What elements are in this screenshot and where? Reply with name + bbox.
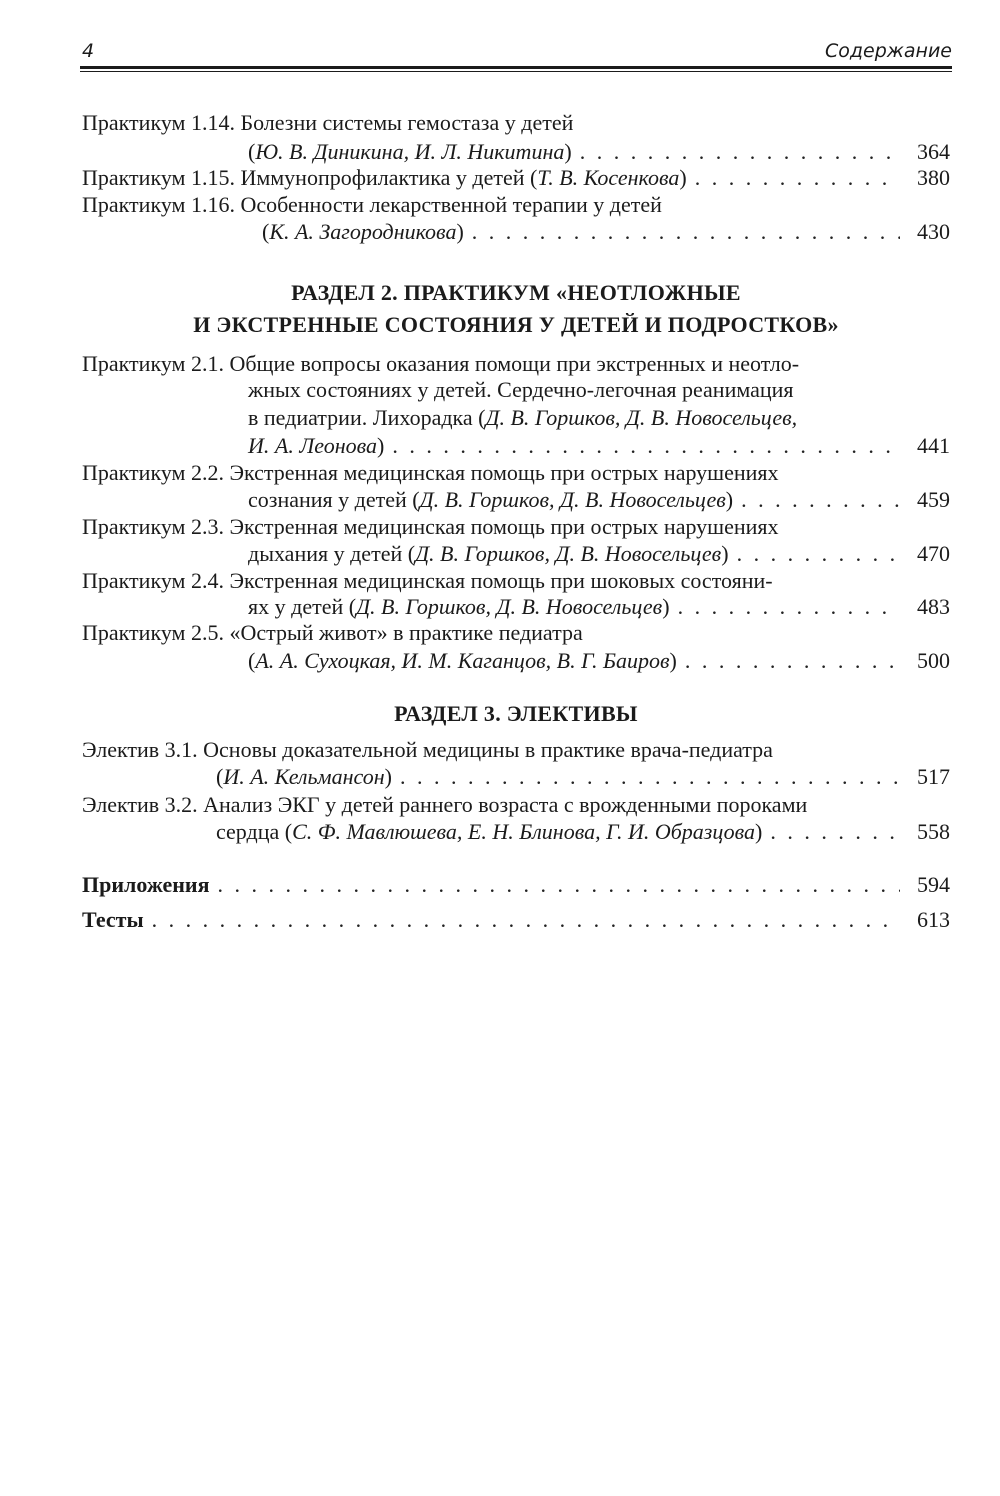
dot-leader: [733, 487, 900, 513]
header-rule-thick: [80, 66, 952, 69]
page-ref: 470: [917, 541, 950, 566]
toc-entry-2-5-title[interactable]: Практикум 2.5. «Острый живот» в практике педиатра: [82, 620, 583, 645]
toc-entry-2-4-title[interactable]: Практикум 2.4. Экстренная медицинская помощь при шоковых состояни-: [82, 568, 773, 593]
dot-leader: [144, 907, 900, 933]
toc-entry-1-14-line[interactable]: (Ю. В. Диникина, И. Л. Никитина) . . . 364: [248, 139, 950, 165]
toc-entry-e3-2-line[interactable]: сердца (С. Ф. Мавлюшева, Е. Н. Блинова, Г. И. Образцова) . . . 558: [216, 819, 950, 845]
toc-entry-2-1-title-line3[interactable]: в педиатрии. Лихорадка (Д. В. Горшков, Д. В. Новосельцев,: [248, 405, 798, 430]
running-title: Содержание: [825, 40, 952, 62]
dot-leader: [210, 872, 901, 898]
entry-title: Приложения: [82, 872, 210, 897]
toc-entry-e3-2-title[interactable]: Электив 3.2. Анализ ЭКГ у детей раннего возраста с врожденными пороками: [82, 792, 808, 817]
header-rule-thin: [80, 71, 952, 72]
page-ref: 594: [917, 872, 950, 897]
dot-leader: [392, 764, 900, 790]
page-ref: 613: [917, 907, 950, 932]
authors: Ю. В. Диникина, И. Л. Никитина: [255, 139, 565, 164]
toc-entry-1-16-line[interactable]: (К. А. Загородникова) . . . 430: [262, 219, 950, 245]
page-ref: 364: [917, 139, 950, 164]
entry-title: Тесты: [82, 907, 144, 932]
page-ref: 483: [917, 594, 950, 619]
authors: К. А. Загородникова: [269, 219, 457, 244]
toc-entry-2-2-title[interactable]: Практикум 2.2. Экстренная медицинская помощь при острых нарушениях: [82, 460, 779, 485]
toc-entry-tests[interactable]: [82, 907, 950, 933]
toc-entry-2-1-line[interactable]: И. А. Леонова) . . . 441: [248, 433, 950, 459]
authors: Д. В. Горшков, Д. В. Новосельцев: [415, 541, 722, 566]
dot-leader: [677, 648, 900, 674]
toc-entry-1-16-title[interactable]: Практикум 1.16. Особенности лекарственной терапии у детей: [82, 192, 662, 217]
dot-leader: [572, 139, 900, 165]
toc-entry-2-2-line[interactable]: сознания у детей (Д. В. Горшков, Д. В. Новосельцев) . . . 459: [248, 487, 950, 513]
dot-leader: [729, 541, 900, 567]
dot-leader: [464, 219, 900, 245]
authors: Т. В. Косенкова: [537, 165, 680, 190]
page-ref: 380: [917, 165, 950, 190]
authors: А. А. Сухоцкая, И. М. Каганцов, В. Г. Баиров: [255, 648, 670, 673]
toc-entry-1-15[interactable]: Практикум 1.15. Иммунопрофилактика у детей (Т. В. Косенкова) . . . 380: [82, 165, 950, 191]
section-2-heading-line2: И ЭКСТРЕННЫЕ СОСТОЯНИЯ У ДЕТЕЙ И ПОДРОСТКОВ»: [193, 312, 839, 337]
toc-entry-2-4-line[interactable]: ях у детей (Д. В. Горшков, Д. В. Новосельцев) . . . 483: [248, 594, 950, 620]
page-ref: 500: [917, 648, 950, 673]
dot-leader: [687, 165, 900, 191]
section-3-heading: РАЗДЕЛ 3. ЭЛЕКТИВЫ: [394, 701, 638, 726]
toc-entry-2-3-line[interactable]: дыхания у детей (Д. В. Горшков, Д. В. Новосельцев) . . . 470: [248, 541, 950, 567]
toc-entry-e3-1-line[interactable]: (И. А. Кельмансон) . . . 517: [216, 764, 950, 790]
entry-title: Практикум 1.15. Иммунопрофилактика у детей: [82, 165, 525, 190]
toc-entry-1-14-title[interactable]: Практикум 1.14. Болезни системы гемостаза у детей: [82, 110, 574, 135]
authors: Д. В. Горшков, Д. В. Новосельцев: [419, 487, 726, 512]
authors: С. Ф. Мавлюшева, Е. Н. Блинова, Г. И. Образцова: [292, 819, 756, 844]
page-ref: 430: [917, 219, 950, 244]
page-ref: 459: [917, 487, 950, 512]
page-ref: 517: [917, 764, 950, 789]
section-2-heading-line1: РАЗДЕЛ 2. ПРАКТИКУМ «НЕОТЛОЖНЫЕ: [291, 280, 741, 305]
toc-entry-e3-1-title[interactable]: Электив 3.1. Основы доказательной медицины в практике врача-педиатра: [82, 737, 773, 762]
dot-leader: [762, 819, 900, 845]
dot-leader: [670, 594, 900, 620]
authors: Д. В. Горшков, Д. В. Новосельцев,: [485, 405, 798, 430]
toc-entry-2-1-title-line1[interactable]: Практикум 2.1. Общие вопросы оказания помощи при экстренных и неотло-: [82, 351, 800, 376]
authors: И. А. Кельмансон: [223, 764, 385, 789]
page-ref: 441: [917, 433, 950, 458]
page-number: 4: [82, 40, 95, 62]
authors: И. А. Леонова: [248, 433, 378, 458]
toc-entry-2-1-title-line2[interactable]: жных состояниях у детей. Сердечно-легочная реанимация: [248, 377, 794, 402]
dot-leader: [384, 433, 900, 459]
authors: Д. В. Горшков, Д. В. Новосельцев: [356, 594, 663, 619]
toc-entry-appendix[interactable]: [82, 872, 950, 898]
page-ref: 558: [917, 819, 950, 844]
toc-entry-2-3-title[interactable]: Практикум 2.3. Экстренная медицинская помощь при острых нарушениях: [82, 514, 779, 539]
toc-entry-2-5-line[interactable]: (А. А. Сухоцкая, И. М. Каганцов, В. Г. Баиров) . . . 500: [248, 648, 950, 674]
